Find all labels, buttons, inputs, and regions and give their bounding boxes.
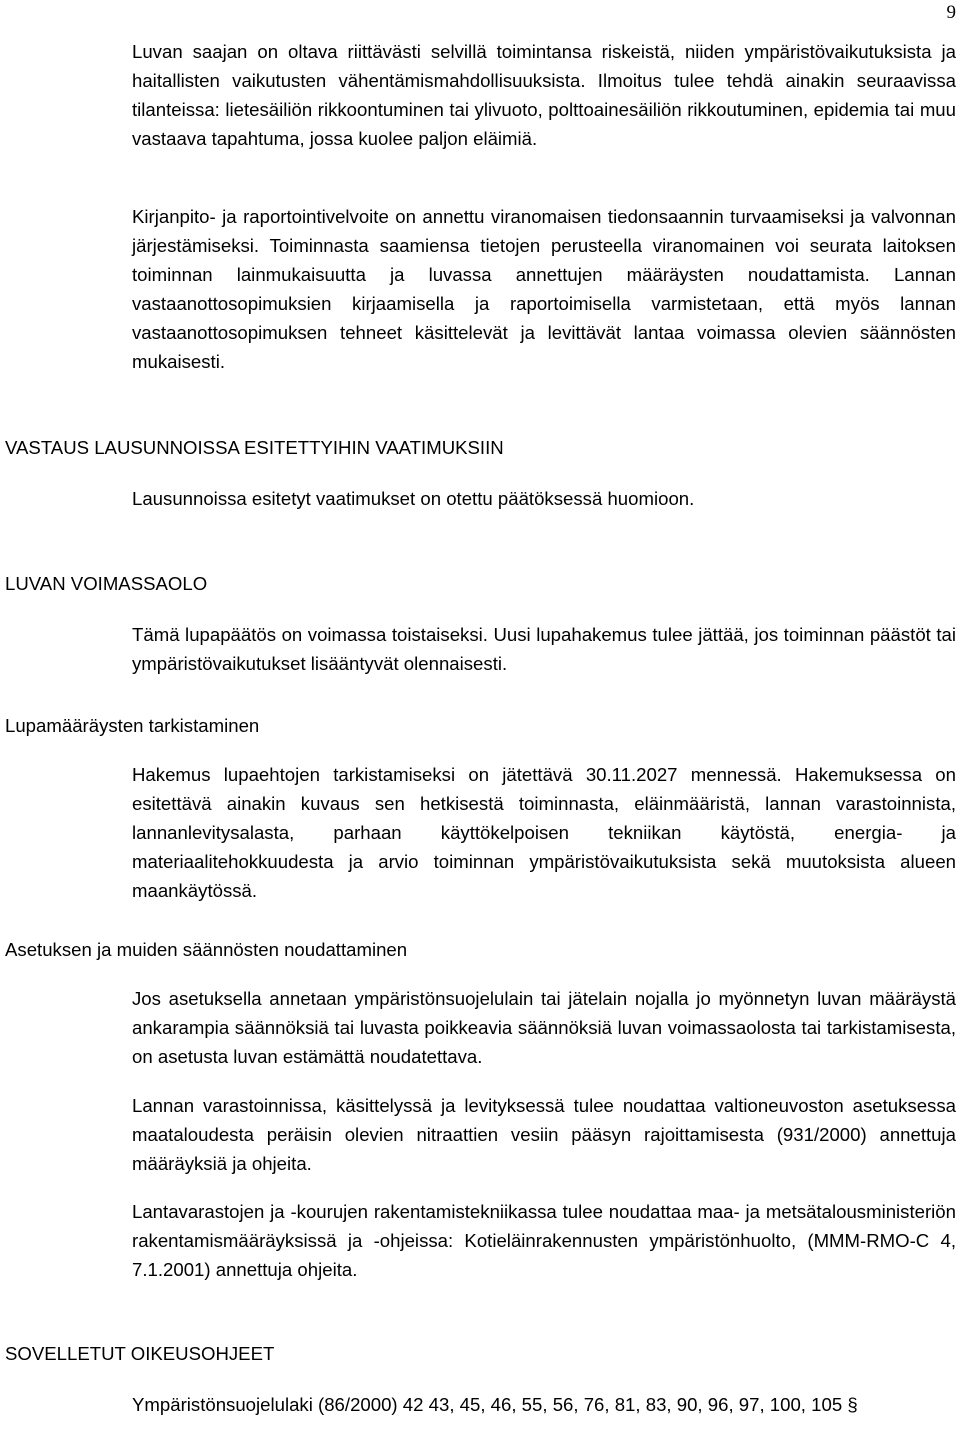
paragraph-notification-duty: Luvan saajan on oltava riittävästi selvillä toimintansa riskeistä, niiden ympäristövaikutuksista ja haitallisten vaikutusten vähentämismahdollisuuksista. Ilmoitus tulee tehdä ainakin seuraavissa tilanteissa: lietesäiliön rikkoontuminen tai ylivuoto, polttoainesäiliön rikkoutuminen, epidemia tai muu vastaava tapahtuma, jossa kuolee paljon eläimiä.	[132, 41, 956, 149]
paragraph-building-regulations: Lantavarastojen ja -kourujen rakentamistekniikassa tulee noudattaa maa- ja metsätalousministeriön rakentamismääräyksissä ja -ohjeissa: Kotieläinrakennusten ympäristönhuolto, (MMM-RMO-C 4, 7.1.2001) annettuja ohjeita.	[132, 1201, 956, 1280]
heading-permit-validity: LUVAN VOIMASSAOLO	[5, 573, 208, 594]
heading-response-to-statements: VASTAUS LAUSUNNOISSA ESITETTYIHIN VAATIMUKSIIN	[5, 437, 504, 458]
paragraph-decree-precedence: Jos asetuksella annetaan ympäristönsuojelulain tai jätelain nojalla jo myönnetyn luvan määräystä ankarampia säännöksiä tai luvasta poikkeavia säännöksiä luvan voimassaolosta tai tarkistamisesta, on asetusta luvan estämättä noudatettava.	[132, 988, 956, 1067]
paragraph-bookkeeping-duty: Kirjanpito- ja raportointivelvoite on annettu viranomaisen tiedonsaannin turvaamiseksi ja valvonnan järjestämiseksi. Toiminnasta saamiensa tietojen perusteella viranomainen voi seurata laitoksen toiminnan lainmukaisuutta ja luvassa annettujen määräysten noudattamista. Lannan vastaanottosopimuksien kirjaamisella ja raportoimisella varmistetaan, että myös lannan vastaanottosopimuksen tehneet käsittelevät ja levittävät lantaa voimassa olevien säännösten mukaisesti.	[132, 206, 956, 372]
heading-permit-review: Lupamääräysten tarkistaminen	[5, 715, 260, 736]
heading-compliance-with-regulations: Asetuksen ja muiden säännösten noudattaminen	[5, 939, 408, 960]
paragraph-statements-considered: Lausunnoissa esitetyt vaatimukset on otettu päätöksessä huomioon.	[132, 488, 695, 509]
paragraph-applied-legal-provisions: Ympäristönsuojelulaki (86/2000) 42 43, 45, 46, 55, 56, 76, 81, 83, 90, 96, 97, 100, 105 §	[132, 1394, 858, 1415]
paragraph-permit-validity: Tämä lupapäätös on voimassa toistaiseksi. Uusi lupahakemus tulee jättää, jos toiminnan päästöt tai ympäristövaikutukset lisääntyvät olennaisesti.	[132, 624, 956, 674]
paragraph-nitrate-decree: Lannan varastoinnissa, käsittelyssä ja levityksessä tulee noudattaa valtioneuvoston asetuksessa maataloudesta peräisin olevien nitraattien vesiin pääsyn rajoittamisesta (931/2000) annettuja määräyksiä ja ohjeita.	[132, 1095, 956, 1174]
heading-applied-legal-provisions: SOVELLETUT OIKEUSOHJEET	[5, 1343, 275, 1364]
paragraph-permit-review: Hakemus lupaehtojen tarkistamiseksi on jätettävä 30.11.2027 mennessä. Hakemuksessa on esitettävä ainakin kuvaus sen hetkisestä toiminnasta, eläinmääristä, lannan varastoinnista, lannanlevitysalasta, parhaan käyttökelpoisen tekniikan käytöstä, energia- ja materiaalitehokkuudesta ja arvio toiminnan ympäristövaikutuksista sekä muutoksista alueen maankäytössä.	[132, 764, 956, 901]
page-number: 9	[946, 2, 956, 23]
